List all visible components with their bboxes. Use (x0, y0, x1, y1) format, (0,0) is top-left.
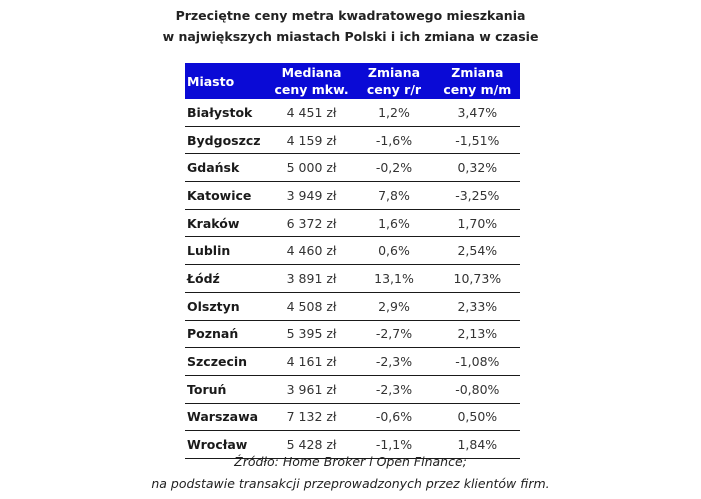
header-median-line2: ceny mkw. (274, 82, 349, 97)
mom-cell: 2,13% (435, 320, 520, 348)
city-cell: Bydgoszcz (185, 126, 270, 154)
mom-cell: -1,51% (435, 126, 520, 154)
yoy-cell: -2,7% (353, 320, 434, 348)
city-cell: Poznań (185, 320, 270, 348)
table-row (185, 292, 520, 320)
yoy-cell: -2,3% (353, 348, 434, 376)
city-cell: Wrocław (185, 431, 270, 459)
median-cell: 5 428 zł (270, 431, 354, 459)
mom-cell: 1,70% (435, 209, 520, 237)
table-row (185, 237, 520, 265)
table-row (185, 209, 520, 237)
median-cell: 4 508 zł (270, 292, 354, 320)
median-cell: 4 159 zł (270, 126, 354, 154)
table-header-row (185, 63, 520, 99)
table-row (185, 403, 520, 431)
table-row (185, 348, 520, 376)
table-title (0, 5, 701, 47)
table-row (185, 154, 520, 182)
yoy-cell: 1,6% (353, 209, 434, 237)
median-cell: 3 949 zł (270, 182, 354, 210)
header-median (270, 63, 354, 99)
mom-cell: -3,25% (435, 182, 520, 210)
header-mom (435, 63, 520, 99)
median-cell: 3 891 zł (270, 265, 354, 293)
source-line-2: na podstawie transakcji przeprowadzonych przez klientów firm. (151, 476, 550, 491)
city-cell: Warszawa (185, 403, 270, 431)
mom-cell: 0,32% (435, 154, 520, 182)
header-mom-line2: ceny m/m (443, 82, 512, 97)
city-cell: Katowice (185, 182, 270, 210)
median-cell: 5 000 zł (270, 154, 354, 182)
price-table (185, 63, 520, 459)
mom-cell: 3,47% (435, 99, 520, 126)
yoy-cell: 1,2% (353, 99, 434, 126)
city-cell: Gdańsk (185, 154, 270, 182)
title-line-1: Przeciętne ceny metra kwadratowego mieszkania (175, 8, 526, 23)
city-cell: Toruń (185, 375, 270, 403)
mom-cell: 0,50% (435, 403, 520, 431)
mom-cell: 2,54% (435, 237, 520, 265)
mom-cell: 10,73% (435, 265, 520, 293)
yoy-cell: 7,8% (353, 182, 434, 210)
header-yoy-line1: Zmiana (367, 65, 421, 80)
median-cell: 4 460 zł (270, 237, 354, 265)
table-row (185, 182, 520, 210)
yoy-cell: 13,1% (353, 265, 434, 293)
header-yoy-line2: ceny r/r (366, 82, 422, 97)
city-cell: Olsztyn (185, 292, 270, 320)
median-cell: 6 372 zł (270, 209, 354, 237)
source-note (0, 451, 701, 495)
mom-cell: 1,84% (435, 431, 520, 459)
city-cell: Szczecin (185, 348, 270, 376)
mom-cell: 2,33% (435, 292, 520, 320)
yoy-cell: -0,6% (353, 403, 434, 431)
city-cell: Łódź (185, 265, 270, 293)
yoy-cell: 2,9% (353, 292, 434, 320)
source-line-1: Źródło: Home Broker i Open Finance; (234, 454, 467, 469)
yoy-cell: -0,2% (353, 154, 434, 182)
title-line-2: w największych miastach Polski i ich zmiana w czasie (162, 29, 539, 44)
city-cell: Białystok (185, 99, 270, 126)
table-row (185, 375, 520, 403)
mom-cell: -1,08% (435, 348, 520, 376)
table-row (185, 99, 520, 126)
header-median-line1: Mediana (281, 65, 342, 80)
yoy-cell: 0,6% (353, 237, 434, 265)
median-cell: 7 132 zł (270, 403, 354, 431)
header-city (185, 63, 270, 99)
median-cell: 4 451 zł (270, 99, 354, 126)
median-cell: 5 395 zł (270, 320, 354, 348)
yoy-cell: -1,1% (353, 431, 434, 459)
median-cell: 3 961 zł (270, 375, 354, 403)
median-cell: 4 161 zł (270, 348, 354, 376)
mom-cell: -0,80% (435, 375, 520, 403)
city-cell: Lublin (185, 237, 270, 265)
table-body (185, 99, 520, 458)
table-row (185, 320, 520, 348)
yoy-cell: -2,3% (353, 375, 434, 403)
header-yoy (353, 63, 434, 99)
table-row (185, 126, 520, 154)
header-mom-line1: Zmiana (451, 65, 504, 80)
table-row (185, 265, 520, 293)
city-cell: Kraków (185, 209, 270, 237)
yoy-cell: -1,6% (353, 126, 434, 154)
header-city-label: Miasto (187, 73, 235, 89)
